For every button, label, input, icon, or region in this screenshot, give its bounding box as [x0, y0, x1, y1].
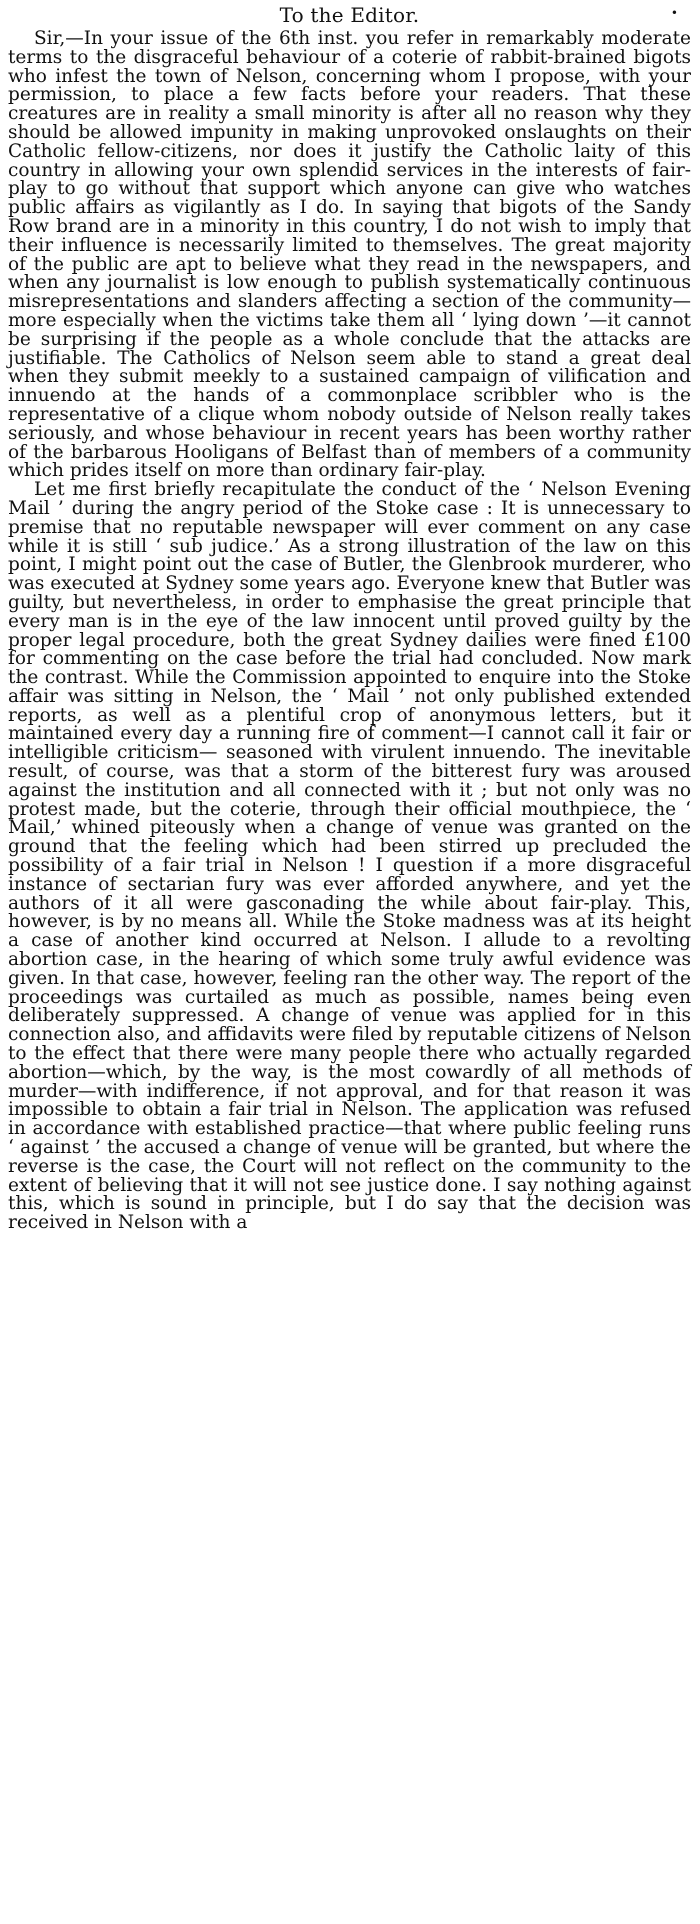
- paragraph-2: Let me first briefly recapitulate the conduct of the ‘ Nelson Evening Mail ’ during the angry period of the Stoke case : It is unnecessary to premise that no reputable newspaper will ever comment on any case while it is still ‘ sub judice.’ As a strong illustration of the law on this point, I might point out the case of Butler, the Glenbrook murderer, who was executed at Sydney some years ago. Everyone knew that Butler was guilty, but nevertheless, in order to emphasise the great principle that every man is in the eye of the law innocent until proved guilty by the proper legal procedure, both the great Sydney dailies were fined £100 for commenting on the case before the trial had concluded. Now mark the contrast. While the Commission appointed to enquire into the Stoke affair was sitting in Nelson, the ‘ Mail ’ not only published extended reports, as well as a plentiful crop of anonymous letters, but it maintained every day a running fire of comment—I cannot call it fair or intelligible criticism— seasoned with virulent innuendo. The inevitable result, of course, was that a storm of the bitterest fury was aroused against the institution and all connected with it ; but not only was no protest made, but the coterie, through their official mouthpiece, the ‘ Mail,’ whined piteously when a change of venue was granted on the ground that the feeling which had been stirred up precluded the possibility of a fair trial in Nelson ! I question if a more disgraceful instance of sectarian fury was ever afforded anywhere, and yet the authors of it all were gasconading the while about fair-play. This, however, is by no means all. While the Stoke madness was at its height a case of another kind occurred at Nelson. I allude to a revolting abortion case, in the hearing of which some truly awful evidence was given. In that case, however, feeling ran the other way. The report of the proceedings was curtailed as much as possible, names being even deliberately suppressed. A change of venue was applied for in this connection also, and affidavits were filed by reputable citizens of Nelson to the effect that there were many people there who actually regarded abortion—which, by the way, is the most cowardly of all methods of murder—with indifference, if not approval, and for that reason it was impossible to obtain a fair trial in Nelson. The application was refused in accordance with established practice—that where public feeling runs ‘ against ’ the accused a change of venue will be granted, but where the reverse is the case, the Court will not reflect on the community to the extent of believing that it will not see justice done. I say nothing against this, which is sound in principle, but I do say that the decision was received in Nelson with a: [8, 479, 692, 1234]
- corner-mark: •: [670, 6, 678, 20]
- article-body: [8, 30, 691, 1233]
- article-heading: To the Editor.: [279, 3, 420, 27]
- paragraph-1: Sir,—In your issue of the 6th inst. you refer in remarkably moderate terms to the disgraceful behaviour of a coterie of rabbit-brained bigots who infest the town of Nelson, concerning whom I propose, with your permission, to place a few facts before your readers. That these creatures are in reality a small minority is after all no reason why they should be allowed impunity in making unprovoked onslaughts on their Catholic fellow-citizens, nor does it justify the Catholic laity of this country in allowing your own splendid services in the interests of fair-play to go without that support which anyone can give who watches public affairs as vigilantly as I do. In saying that bigots of the Sandy Row brand are in a minority in this country, I do not wish to imply that their influence is necessarily limited to themselves. The great majority of the public are apt to believe what they read in the newspapers, and when any journalist is low enough to publish systematically continuous misrepresentations and slanders affecting a section of the community—more especially when the victims take them all ‘ lying down ’—it cannot be surprising if the people as a whole conclude that the attacks are justifiable. The Catholics of Nelson seem able to stand a great deal when they submit meekly to a sustained campaign of vilification and innuendo at the hands of a commonplace scribbler who is the representative of a clique whom nobody outside of Nelson really takes seriously, and whose behaviour in recent years has been worthy rather of the barbarous Hooligans of Belfast than of members of a community which prides itself on more than ordinary fair-play.: [8, 28, 691, 482]
- newspaper-clipping: [0, 2, 700, 1924]
